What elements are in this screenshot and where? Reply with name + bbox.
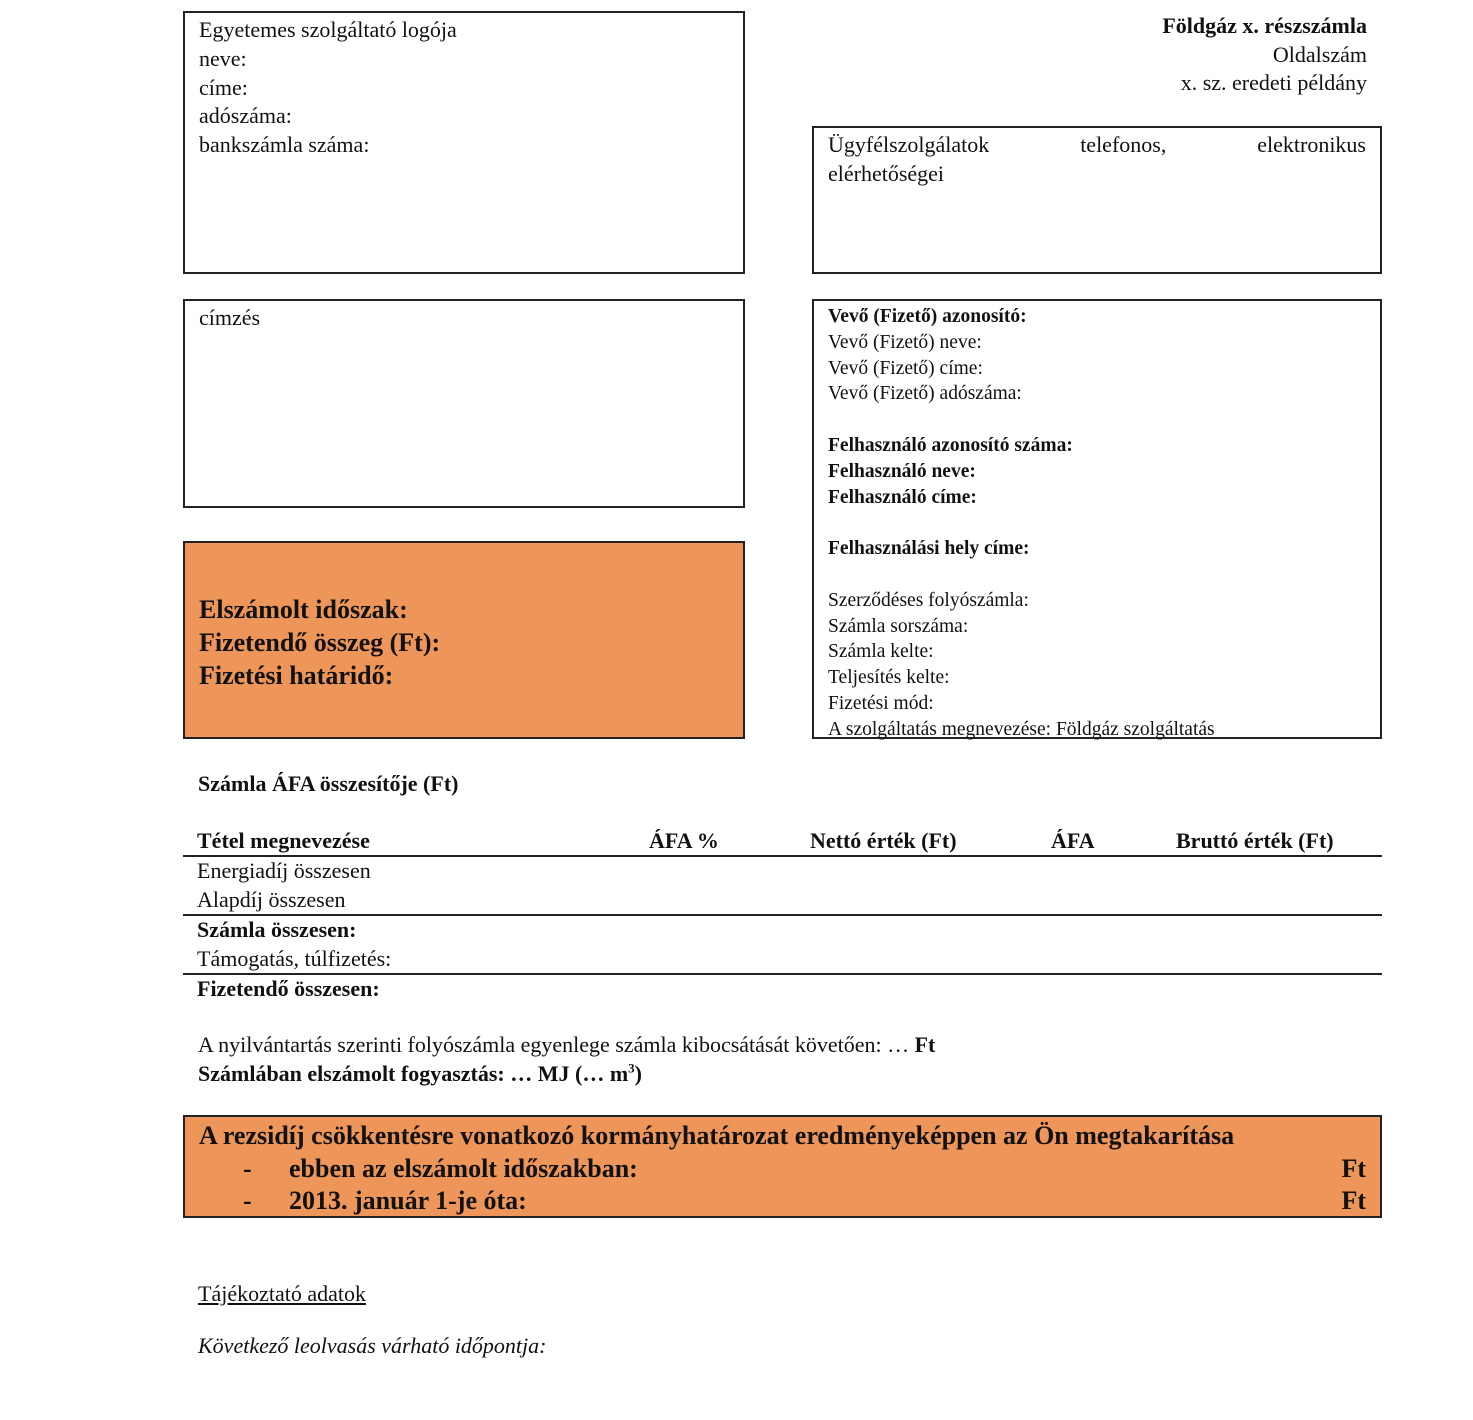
user-id-label: Felhasználó azonosító száma:	[828, 434, 1073, 456]
table-row: Energiadíj összesen	[197, 858, 371, 883]
billing-period-label: Elszámolt időszak:	[199, 595, 408, 624]
invoice-total-row: Számla összesen:	[183, 914, 1382, 945]
account-label: Szerződéses folyószámla:	[828, 589, 1029, 611]
buyer-address-label: Vevő (Fizető) címe:	[828, 357, 983, 379]
buyer-id-label: Vevő (Fizető) azonosító:	[828, 306, 1027, 327]
vat-summary-title: Számla ÁFA összesítője (Ft)	[198, 771, 459, 796]
list-item	[199, 1185, 1366, 1218]
user-name-label: Felhasználó neve:	[828, 460, 976, 482]
savings-box	[183, 1115, 1382, 1218]
invoice-title: Földgáz x. részszámla	[1162, 13, 1367, 38]
amount-due-label: Fizetendő összeg (Ft):	[199, 628, 441, 657]
fulfilment-date-label: Teljesítés kelte:	[828, 667, 950, 689]
supplier-address-label: címe:	[199, 74, 248, 100]
vat-table-header	[183, 828, 1382, 857]
consumption-prefix: Számlában elszámolt fogyasztás: … MJ (… m	[198, 1061, 629, 1086]
vat-summary-table	[183, 828, 1382, 1004]
savings-period-label: ebben az elszámolt időszakban:	[289, 1153, 638, 1183]
buyer-tax-label: Vevő (Fizető) adószáma:	[828, 383, 1022, 405]
supplier-logo-label: Egyetemes szolgáltató logója	[199, 17, 457, 42]
invoice-date-label: Számla kelte:	[828, 641, 934, 663]
payable-total-row: Fizetendő összesen:	[183, 973, 1382, 1004]
service-name-label: A szolgáltatás megnevezése: Földgáz szolgáltatás	[828, 718, 1215, 740]
consumption-exponent: 3	[628, 1060, 635, 1076]
bullet-dash: -	[243, 1186, 252, 1215]
invoice-number-label: Számla sorszáma:	[828, 615, 969, 637]
service-word-2: telefonos,	[1080, 132, 1167, 157]
supplier-name-label: neve:	[199, 45, 247, 71]
site-address-label: Felhasználási hely címe:	[828, 538, 1030, 560]
invoice-header	[1162, 12, 1367, 98]
table-row: Alapdíj összesen	[197, 886, 346, 912]
balance-unit: Ft	[914, 1032, 936, 1057]
addressee-box	[183, 299, 745, 508]
list-item	[199, 1153, 1366, 1186]
savings-since-unit: Ft	[1341, 1186, 1366, 1215]
supplier-info-box	[183, 11, 745, 274]
consumption-line	[198, 1059, 935, 1088]
col-item-name: Tétel megnevezése	[197, 828, 370, 853]
buyer-name-label: Vevő (Fizető) neve:	[828, 331, 982, 353]
next-reading-label: Következő leolvasás várható időpontja:	[198, 1333, 547, 1358]
savings-title: A rezsidíj csökkentésre vonatkozó kormányhatározat eredményeképpen az Ön megtakarítása	[199, 1121, 1235, 1150]
col-vat: ÁFA	[1051, 828, 1095, 853]
col-gross-value: Bruttó érték (Ft)	[1176, 828, 1334, 853]
balance-text: A nyilvántartás szerinti folyószámla egyenlege számla kibocsátását követően: …	[198, 1032, 910, 1057]
col-net-value: Nettó érték (Ft)	[810, 828, 957, 853]
savings-since-label: 2013. január 1-je óta:	[289, 1186, 527, 1215]
payment-method-label: Fizetési mód:	[828, 692, 934, 714]
consumption-suffix: )	[634, 1061, 642, 1086]
bullet-dash: -	[243, 1153, 252, 1183]
payment-summary-box	[183, 541, 745, 739]
balance-section	[198, 1030, 935, 1088]
user-address-label: Felhasználó címe:	[828, 486, 977, 508]
col-vat-percent: ÁFA %	[649, 828, 719, 853]
info-section-title: Tájékoztató adatok	[198, 1281, 366, 1306]
due-date-label: Fizetési határidő:	[199, 661, 394, 690]
service-word-1: Ügyfélszolgálatok	[828, 132, 990, 157]
page-number-label: Oldalszám	[1272, 41, 1367, 67]
copy-label: x. sz. eredeti példány	[1180, 70, 1367, 95]
service-heading-line2: elérhetőségei	[828, 160, 945, 186]
supplier-bank-label: bankszámla száma:	[199, 132, 370, 158]
service-word-3: elektronikus	[1257, 132, 1366, 157]
buyer-info-box	[812, 299, 1382, 739]
support-row: Támogatás, túlfizetés:	[197, 945, 392, 971]
customer-service-box	[812, 126, 1382, 274]
supplier-tax-label: adószáma:	[199, 103, 292, 129]
service-heading-row	[828, 131, 1366, 160]
addressee-label: címzés	[199, 305, 261, 330]
savings-period-unit: Ft	[1341, 1153, 1366, 1183]
